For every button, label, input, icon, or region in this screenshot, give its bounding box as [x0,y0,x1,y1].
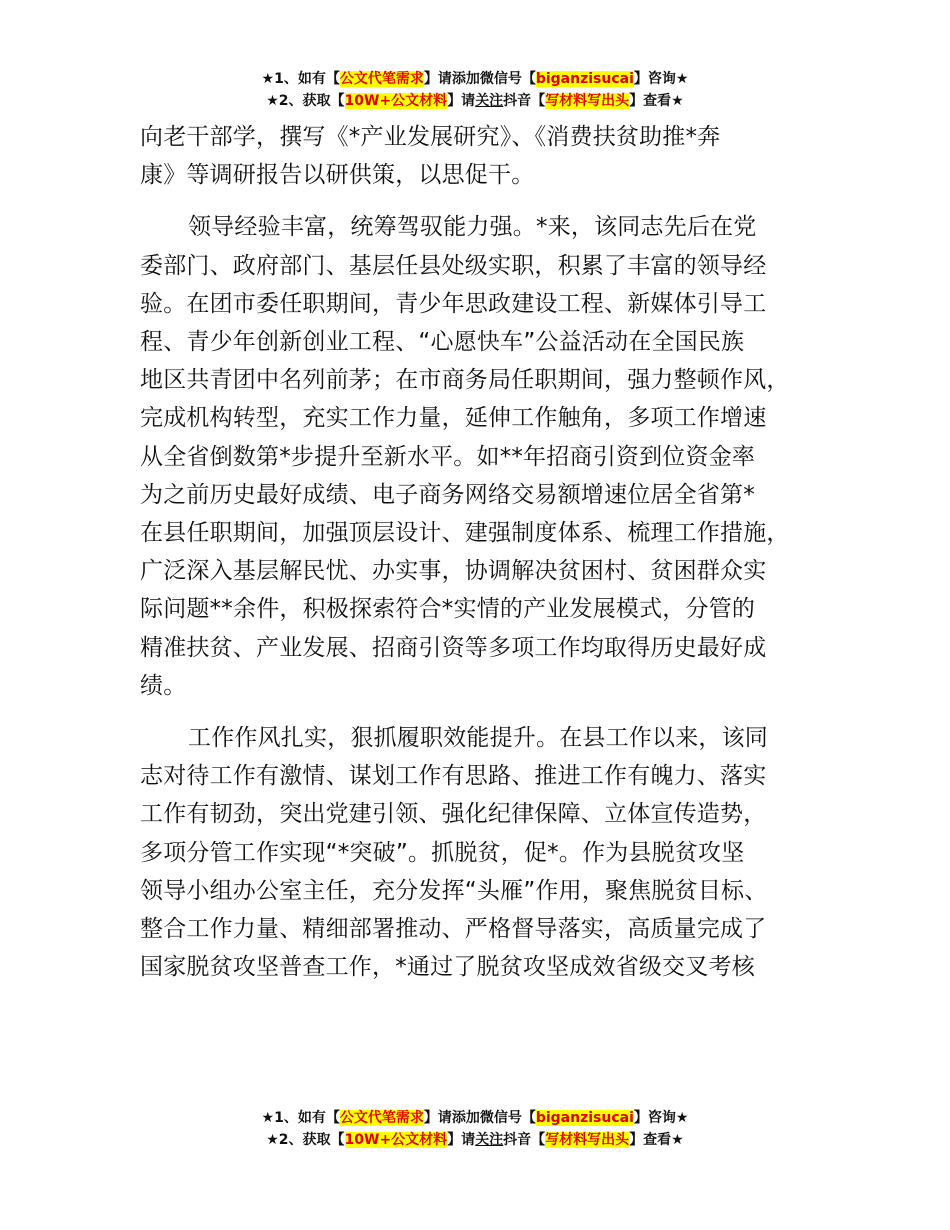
text-line: 多项分管工作实现“*突破”。抓脱贫，促*。作为县脱贫攻坚 [140,839,745,866]
text-line: 为之前历史最好成绩、电子商务网络交易额增速位居全省第* [140,481,755,508]
text-line: 绩。 [140,672,187,699]
promo-text: ★2、获取【 [266,1132,345,1148]
promo-line-1 [0,1107,950,1129]
promo-text: 抖音【 [503,1132,546,1148]
promo-text: ★2、获取【 [266,93,345,109]
text-line: 领导经验丰富，统筹驾驭能力强。*来，该同志先后在党 [188,214,757,241]
paragraph-2 [140,208,830,705]
promo-banner-bottom [0,1107,950,1151]
text-line: 康》等调研报告以研供策，以思促干。 [140,162,535,189]
text-line: 工作有韧劲，突出党建引领、强化纪律保障、立体宣传造势， [140,801,767,828]
text-line: 领导小组办公室主任，充分发挥“头雁”作用，聚焦脱贫目标、 [140,877,768,904]
text-line: 国家脱贫攻坚普查工作，*通过了脱贫攻坚成效省级交叉考核 [140,954,755,981]
promo-text: 】查看★ [629,1132,684,1148]
promo-text: 】查看★ [629,93,684,109]
promo-highlight: 公文代笔需求 [339,71,424,87]
promo-banner-top [0,68,950,112]
promo-line-1 [0,68,950,90]
text-line: 志对待工作有激情、谋划工作有思路、推进工作有魄力、落实 [140,763,767,790]
text-line: 从全省倒数第*步提升至新水平。如**年招商引资到位资金率 [140,443,756,470]
promo-line-2 [0,1129,950,1151]
text-line: 整合工作力量、精细部署推动、严格督导落实，高质量完成了 [140,916,767,943]
promo-text: 】咨询★ [633,1110,689,1126]
douyin-name-highlight: 写材料写出头 [545,1132,630,1148]
promo-highlight: 公文代笔需求 [339,1110,424,1126]
text-line: 际问题**余件，积极探索符合*实情的产业发展模式，分管的 [140,596,756,623]
promo-underlined: 关注 [475,93,504,109]
text-line: 委部门、政府部门、基层任县处级实职，积累了丰富的领导经 [140,252,767,279]
wechat-id-highlight: biganzisucai [535,71,634,87]
douyin-name-highlight: 写材料写出头 [545,93,630,109]
text-line: 程、青少年创新创业工程、“心愿快车”公益活动在全国民族 [140,329,745,356]
promo-text: ★1、如有【 [261,71,340,87]
text-line: 地区共青团中名列前茅；在市商务局任职期间，强力整顿作风， [140,367,790,394]
promo-text: 】咨询★ [633,71,689,87]
paragraph-1 [140,118,830,194]
text-line: 完成机构转型，充实工作力量，延伸工作触角，多项工作增速 [140,405,767,432]
wechat-id-highlight: biganzisucai [535,1110,634,1126]
promo-highlight: 10W+公文材料 [344,1132,448,1148]
promo-highlight: 10W+公文材料 [344,93,448,109]
text-line: 向老干部学，撰写《*产业发展研究》、《消费扶贫助推*奔 [140,124,721,150]
promo-line-2 [0,90,950,112]
promo-text: 】请 [447,93,476,109]
promo-text: 】请 [447,1132,476,1148]
promo-text: 】请添加微信号【 [423,1110,536,1126]
text-line: 广泛深入基层解民忧、办实事，协调解决贫困村、贫困群众实 [140,558,767,585]
text-line: 工作作风扎实，狠抓履职效能提升。在县工作以来，该同 [188,725,768,752]
text-line: 精准扶贫、产业发展、招商引资等多项工作均取得历史最好成 [140,634,767,661]
document-body [140,118,830,1000]
text-line: 验。在团市委任职期间，青少年思政建设工程、新媒体引导工 [140,290,767,317]
promo-underlined: 关注 [475,1132,504,1148]
promo-text: ★1、如有【 [261,1110,340,1126]
paragraph-3 [140,719,830,986]
text-line: 在县任职期间，加强顶层设计、建强制度体系、梳理工作措施， [140,520,790,547]
promo-text: 】请添加微信号【 [423,71,536,87]
promo-text: 抖音【 [503,93,546,109]
